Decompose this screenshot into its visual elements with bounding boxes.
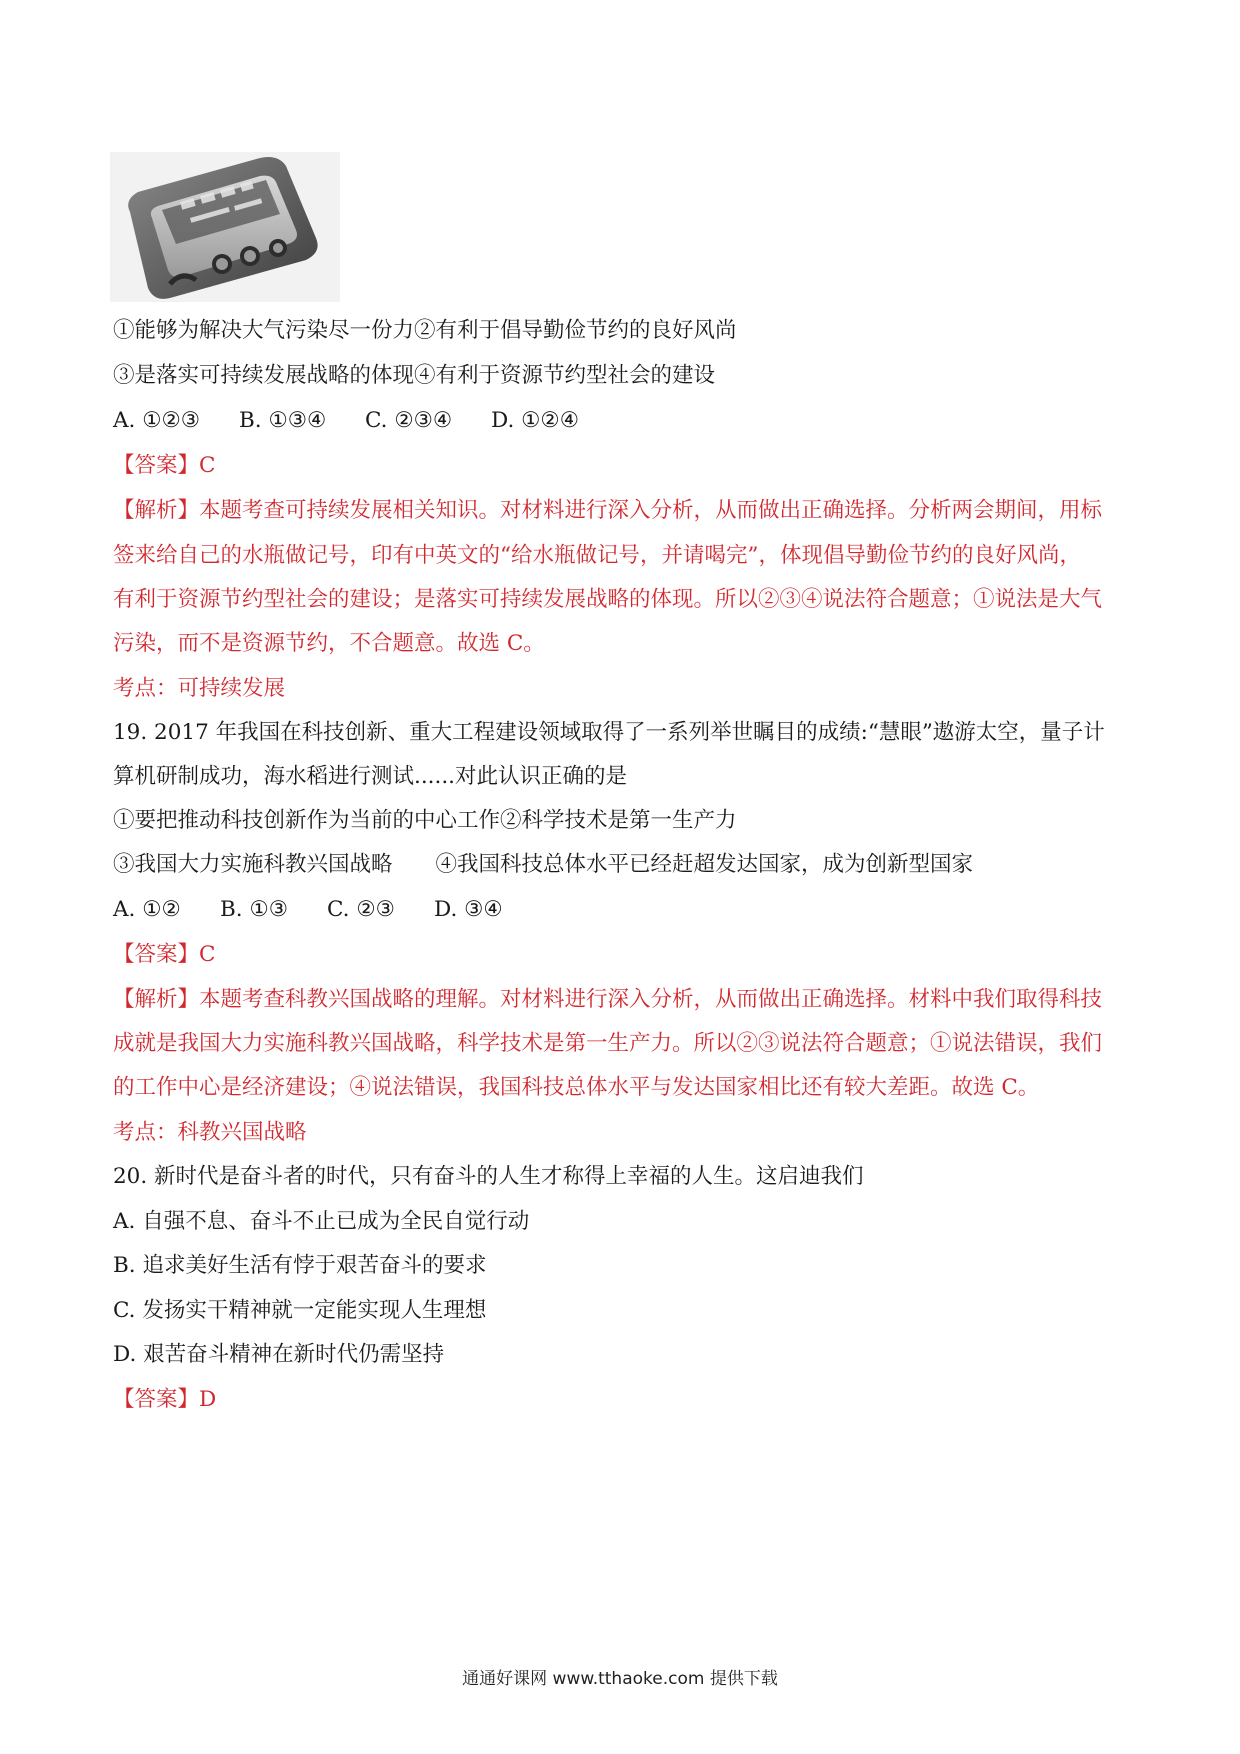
- q20-option-b: B. 追求美好生活有悖于艰苦奋斗的要求: [113, 1253, 487, 1278]
- q19-option-c: C. ②③: [327, 897, 395, 922]
- q19-option-b: B. ①③: [220, 897, 289, 922]
- q18-option-d: D. ①②④: [491, 408, 579, 433]
- q19-statement-1: ①要把推动科技创新作为当前的中心工作②科学技术是第一生产力: [113, 808, 737, 833]
- q18-answer: [113, 451, 215, 481]
- q19-knowledge-point: 考点：科教兴国战略: [113, 1120, 307, 1145]
- q20-option-a: A. 自强不息、奋斗不止已成为全民自觉行动: [113, 1209, 530, 1234]
- answer-value: D: [199, 1387, 217, 1412]
- q19-option-a: A. ①②: [113, 897, 181, 922]
- q19-stem-line: 算机研制成功，海水稻进行测试......对此认识正确的是: [113, 764, 628, 789]
- answer-label: 【答案】: [113, 942, 200, 967]
- q19-stem-line: 19. 2017 年我国在科技创新、重大工程建设领域取得了一系列举世瞩目的成绩:“慧眼”遨游太空，量子计: [113, 720, 1105, 745]
- q18-option-a: A. ①②③: [113, 408, 201, 433]
- q19-options: [113, 895, 503, 925]
- q18-options: [113, 406, 579, 436]
- q18-analysis-line: 有利于资源节约型社会的建设；是落实可持续发展战略的体现。所以②③④说法符合题意；①说法是大气: [113, 587, 1103, 612]
- answer-value: C: [199, 942, 216, 967]
- q19-analysis-line: 成就是我国大力实施科教兴国战略，科学技术是第一生产力。所以②③说法符合题意；①说法错误，我们: [113, 1031, 1103, 1056]
- page-footer: 通通好课网 www.tthaoke.com 提供下载: [462, 1669, 778, 1689]
- q18-analysis-line: 污染，而不是资源节约，不合题意。故选 C。: [113, 631, 545, 656]
- q19-option-d: D. ③④: [434, 897, 503, 922]
- water-bottle-label-photo: [110, 152, 340, 302]
- q19-analysis-line: 的工作中心是经济建设；④说法错误，我国科技总体水平与发达国家相比还有较大差距。故选 C。: [113, 1075, 1040, 1100]
- q18-statement-2: ③是落实可持续发展战略的体现④有利于资源节约型社会的建设: [113, 363, 716, 388]
- q18-knowledge-point: 考点：可持续发展: [113, 676, 286, 701]
- q19-answer: [113, 940, 215, 970]
- q18-option-b: B. ①③④: [239, 408, 327, 433]
- q19-analysis-line: 【解析】本题考查科教兴国战略的理解。对材料进行深入分析，从而做出正确选择。材料中我们取得科技: [113, 987, 1103, 1012]
- answer-label: 【答案】: [113, 1387, 200, 1412]
- q20-option-c: C. 发扬实干精神就一定能实现人生理想: [113, 1298, 487, 1323]
- q20-answer: [113, 1385, 216, 1415]
- q19-statement-2: ③我国大力实施科教兴国战略 ④我国科技总体水平已经赶超发达国家，成为创新型国家: [113, 852, 974, 877]
- q18-option-c: C. ②③④: [365, 408, 453, 433]
- q18-statement-1: ①能够为解决大气污染尽一份力②有利于倡导勤俭节约的良好风尚: [113, 318, 737, 343]
- q18-analysis-line: 【解析】本题考查可持续发展相关知识。对材料进行深入分析，从而做出正确选择。分析两会期间，用标: [113, 498, 1103, 523]
- q18-analysis-line: 签来给自己的水瓶做记号，印有中英文的“给水瓶做记号，并请喝完”，体现倡导勤俭节约的良好风尚，: [113, 543, 1081, 568]
- answer-label: 【答案】: [113, 453, 200, 478]
- answer-value: C: [199, 453, 216, 478]
- q20-stem: 20. 新时代是奋斗者的时代，只有奋斗的人生才称得上幸福的人生。这启迪我们: [113, 1164, 864, 1189]
- q20-option-d: D. 艰苦奋斗精神在新时代仍需坚持: [113, 1342, 445, 1367]
